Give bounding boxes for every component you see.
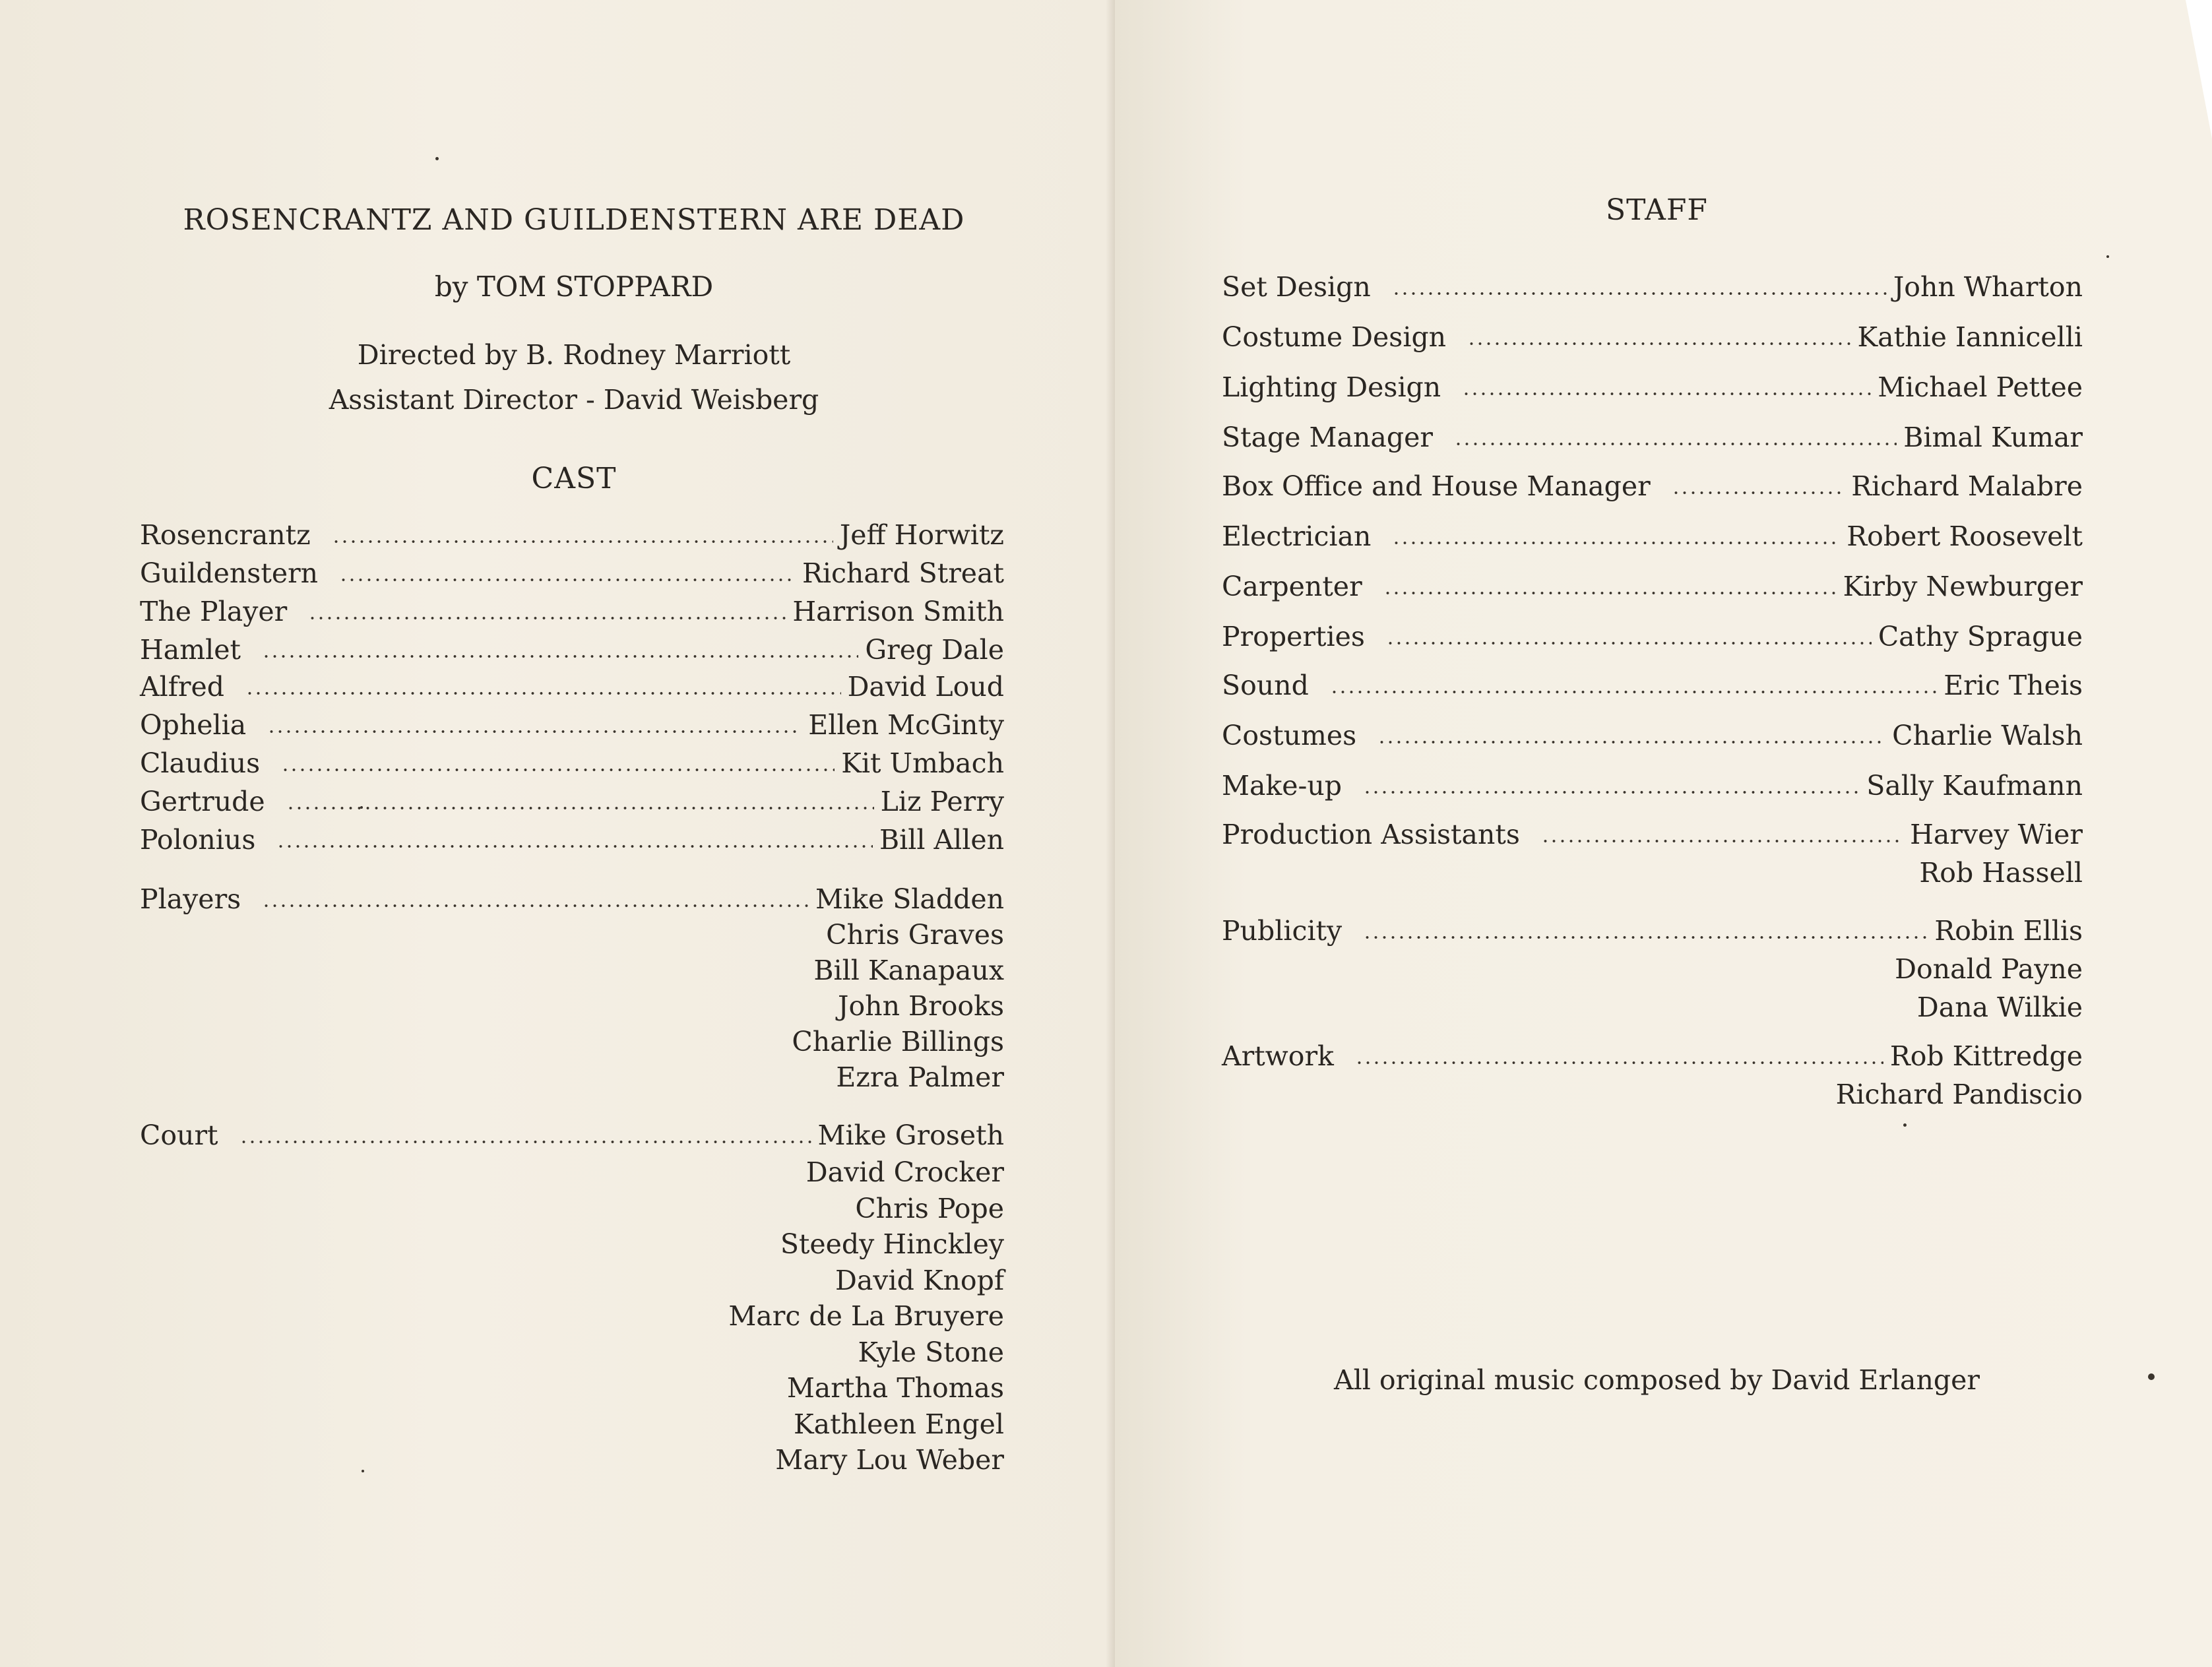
court-member-name: Martha Thomas (786, 1372, 1004, 1404)
paper-speck (1903, 1123, 1907, 1127)
staff-role: Publicity (1222, 915, 1343, 947)
staff-extra-name: Rob Hassell (1919, 857, 2083, 889)
cast-name: Bill Allen (879, 824, 1004, 856)
page-corner (2186, 0, 2212, 139)
leader-dots (281, 767, 835, 772)
court-member-name: David Knopf (835, 1264, 1004, 1296)
leader-dots (308, 615, 786, 621)
cast-row (140, 785, 1004, 818)
cast-name: Mike Sladden (815, 883, 1004, 915)
cast-row (140, 519, 1004, 551)
staff-role: Stage Manager (1222, 422, 1433, 453)
player-name: Chris Graves (826, 919, 1004, 951)
staff-name: Michael Pettee (1878, 371, 2083, 403)
staff-name: Harvey Wier (1910, 819, 2083, 850)
cast-row-players (140, 883, 1004, 916)
assistant-director-credit: Assistant Director - David Weisberg (329, 384, 819, 416)
leader-dots (245, 691, 841, 696)
staff-heading: STAFF (1606, 193, 1708, 227)
byline: by TOM STOPPARD (434, 270, 714, 303)
cast-name: Harrison Smith (792, 596, 1004, 627)
cast-row (140, 747, 1004, 780)
staff-row (1222, 321, 2083, 354)
cast-role: Polonius (140, 824, 256, 856)
staff-row (1222, 620, 2083, 653)
staff-row (1222, 520, 2083, 553)
staff-row (1222, 1040, 2083, 1073)
cast-name: Ellen McGinty (808, 709, 1004, 741)
court-member-name: Chris Pope (855, 1192, 1004, 1224)
cast-role: Ophelia (140, 709, 247, 741)
staff-name: John Wharton (1893, 271, 2083, 303)
leader-dots (239, 1139, 811, 1145)
leader-dots (1541, 838, 1903, 844)
staff-name: Cathy Sprague (1878, 621, 2083, 652)
staff-name: Kathie Iannicelli (1857, 321, 2083, 353)
cast-role: The Player (140, 596, 288, 627)
staff-row (1222, 270, 2083, 303)
staff-row (1222, 371, 2083, 404)
cast-row (140, 670, 1004, 703)
cast-heading: CAST (531, 462, 617, 495)
leader-dots (1467, 341, 1850, 346)
staff-row (1222, 669, 2083, 702)
staff-role: Make-up (1222, 770, 1343, 802)
staff-row (1222, 818, 2083, 851)
staff-name: Rob Kittredge (1889, 1040, 2083, 1072)
staff-role: Carpenter (1222, 571, 1362, 602)
staff-row (1222, 421, 2083, 454)
staff-name: Sally Kaufmann (1866, 770, 2083, 802)
cast-role: Alfred (140, 671, 225, 703)
staff-extra-name: Richard Pandiscio (1835, 1079, 2083, 1110)
cast-name: Jeff Horwitz (839, 519, 1004, 551)
staff-role: Sound (1222, 670, 1309, 701)
staff-extra-name: Donald Payne (1895, 953, 2083, 985)
staff-name: Robert Roosevelt (1847, 520, 2083, 552)
staff-row (1222, 769, 2083, 802)
staff-role: Costumes (1222, 720, 1357, 751)
player-name: Ezra Palmer (836, 1061, 1004, 1093)
leader-dots (1454, 441, 1897, 447)
staff-role: Lighting Design (1222, 371, 1441, 403)
leader-dots (1377, 739, 1885, 745)
court-member-name: Kathleen Engel (794, 1408, 1004, 1440)
court-member-name: Steedy Hinckley (780, 1228, 1004, 1260)
cast-name: Mike Groseth (817, 1119, 1004, 1151)
staff-name: Bimal Kumar (1903, 422, 2083, 453)
leader-dots (1330, 689, 1937, 695)
cast-role: Players (140, 883, 241, 915)
court-member-name: David Crocker (806, 1156, 1004, 1188)
staff-name: Eric Theis (1943, 670, 2083, 701)
staff-role: Set Design (1222, 271, 1371, 303)
leader-dots (267, 729, 802, 734)
cast-name: Kit Umbach (841, 747, 1004, 779)
staff-name: Richard Malabre (1851, 470, 2083, 502)
leader-dots (1355, 1060, 1883, 1065)
staff-name: Charlie Walsh (1892, 720, 2083, 751)
cast-name: Greg Dale (865, 634, 1004, 666)
leader-dots (262, 654, 858, 659)
player-name: Charlie Billings (792, 1026, 1004, 1057)
leader-dots (286, 805, 874, 811)
staff-name: Kirby Newburger (1843, 571, 2083, 602)
staff-row (1222, 914, 2083, 947)
cast-row-court (140, 1119, 1004, 1152)
court-member-name: Kyle Stone (858, 1336, 1004, 1368)
director-credit: Directed by B. Rodney Marriott (357, 339, 791, 371)
paper-speck (362, 1470, 364, 1472)
cast-row (140, 708, 1004, 741)
cast-role: Court (140, 1119, 218, 1151)
play-title: ROSENCRANTZ AND GUILDENSTERN ARE DEAD (183, 203, 965, 237)
cast-row (140, 633, 1004, 666)
cast-role: Guildenstern (140, 557, 319, 589)
staff-name: Robin Ellis (1934, 915, 2083, 947)
leader-dots (276, 844, 873, 849)
player-name: John Brooks (838, 990, 1004, 1022)
paper-speck (2148, 1373, 2155, 1380)
cast-name: Richard Streat (802, 557, 1004, 589)
staff-row (1222, 470, 2083, 503)
staff-extra-name: Dana Wilkie (1916, 991, 2083, 1023)
player-name: Bill Kanapaux (813, 955, 1004, 986)
staff-role: Production Assistants (1222, 819, 1520, 850)
leader-dots (1672, 490, 1845, 495)
leader-dots (1386, 641, 1872, 646)
leader-dots (1383, 590, 1837, 596)
cast-name: Liz Perry (880, 786, 1004, 817)
music-credit: All original music composed by David Erlanger (1334, 1364, 1980, 1396)
cast-role: Hamlet (140, 634, 241, 666)
staff-row (1222, 570, 2083, 603)
staff-row (1222, 719, 2083, 752)
leader-dots (1363, 935, 1928, 940)
paper-speck (2106, 255, 2109, 258)
cast-row (140, 557, 1004, 590)
staff-role: Box Office and House Manager (1222, 470, 1651, 502)
cast-role: Gertrude (140, 786, 265, 817)
leader-dots (262, 903, 809, 908)
staff-role: Electrician (1222, 520, 1372, 552)
cast-role: Rosencrantz (140, 519, 311, 551)
leader-dots (1462, 391, 1871, 396)
court-member-name: Marc de La Bruyere (728, 1300, 1004, 1332)
leader-dots (332, 539, 833, 544)
court-member-name: Mary Lou Weber (775, 1444, 1004, 1476)
right-page (1115, 0, 2212, 1667)
cast-role: Claudius (140, 747, 261, 779)
leader-dots (339, 577, 796, 582)
staff-role: Costume Design (1222, 321, 1447, 353)
cast-name: David Loud (847, 671, 1004, 703)
paper-speck (360, 806, 363, 809)
cast-row (140, 595, 1004, 628)
leader-dots (1392, 540, 1840, 546)
leader-dots (1392, 291, 1887, 296)
paper-speck (435, 157, 439, 160)
staff-role: Artwork (1222, 1040, 1334, 1072)
staff-role: Properties (1222, 621, 1365, 652)
cast-row (140, 823, 1004, 856)
leader-dots (1363, 790, 1860, 795)
